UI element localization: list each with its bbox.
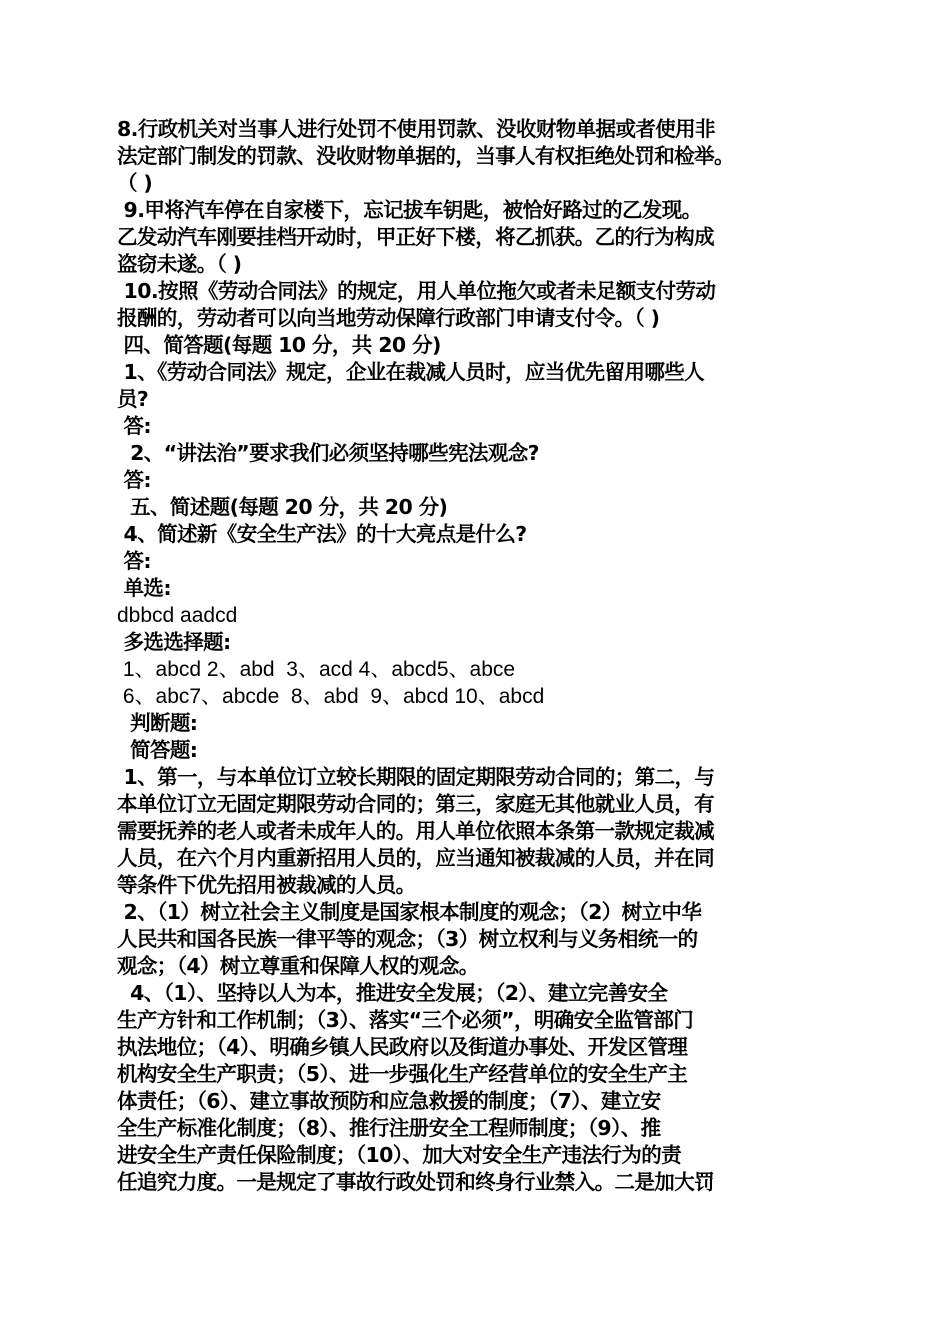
section-4-heading: 四、简答题(每题 10 分，共 20 分): [117, 333, 441, 357]
answer-4-line-7: 进安全生产责任保险制度；（10）、加大对安全生产违法行为的责: [117, 1143, 682, 1167]
multiple-choice-answers-2: 6、abc7、abcde 8、abd 9、abcd 10、abcd: [117, 685, 545, 708]
answer-label: 答:: [117, 468, 152, 492]
question-10-line-2: 报酬的，劳动者可以向当地劳动保障行政部门申请支付令。（ ): [117, 306, 660, 330]
true-false-heading: 判断题:: [117, 711, 198, 735]
answer-4-line-2: 生产方针和工作机制；（3）、落实“三个必须”，明确安全监管部门: [117, 1008, 694, 1032]
multiple-choice-heading: 多选选择题:: [117, 630, 231, 654]
answer-4-line-5: 体责任；（6）、建立事故预防和应急救援的制度；（7）、建立安: [117, 1089, 661, 1113]
answer-4-line-6: 全生产标准化制度；（8）、推行注册安全工程师制度；（9）、推: [117, 1116, 661, 1140]
answer-1-line-5: 等条件下优先招用被裁减的人员。: [117, 873, 416, 897]
answer-4-line-8: 任追究力度。一是规定了事故行政处罚和终身行业禁入。二是加大罚: [117, 1170, 714, 1194]
question-8-line-2: 法定部门制发的罚款、没收财物单据的，当事人有权拒绝处罚和检举。: [117, 144, 734, 168]
answer-1-line-2: 本单位订立无固定期限劳动合同的；第三，家庭无其他就业人员，有: [117, 792, 714, 816]
question-8-answer-blank: （ ): [117, 171, 153, 195]
answer-2-line-2: 人民共和国各民族一律平等的观念；（3）树立权利与义务相统一的: [117, 927, 698, 951]
question-10-line-1: 10.按照《劳动合同法》的规定，用人单位拖欠或者未足额支付劳动: [117, 279, 716, 303]
question-9-line-3: 盗窃未遂。（ ): [117, 252, 242, 276]
answer-label: 答:: [117, 414, 152, 438]
document-page: [117, 116, 837, 1196]
answer-1-line-4: 人员，在六个月内重新招用人员的，应当通知被裁减的人员，并在同: [117, 846, 714, 870]
short-question-1-line-2: 员?: [117, 387, 149, 411]
question-9-line-1: 9.甲将汽车停在自家楼下，忘记拔车钥匙，被恰好路过的乙发现。: [117, 198, 702, 222]
single-choice-heading: 单选:: [117, 576, 171, 600]
multiple-choice-answers-1: 1、abcd 2、abd 3、acd 4、abcd5、abce: [117, 658, 516, 681]
essay-question-4: 4、简述新《安全生产法》的十大亮点是什么?: [117, 522, 527, 546]
answer-1-line-1: 1、第一，与本单位订立较长期限的固定期限劳动合同的；第二，与: [117, 765, 715, 789]
single-choice-answers: dbbcd aadcd: [117, 604, 238, 627]
answer-2-line-1: 2、（1）树立社会主义制度是国家根本制度的观念；（2）树立中华: [117, 900, 702, 924]
section-5-heading: 五、简述题(每题 20 分，共 20 分): [117, 495, 448, 519]
answer-label: 答:: [117, 549, 152, 573]
answer-4-line-1: 4、（1）、坚持以人为本，推进安全发展；（2）、建立完善安全: [117, 981, 668, 1005]
answer-4-line-4: 机构安全生产职责；（5）、进一步强化生产经营单位的安全生产主: [117, 1062, 688, 1086]
answer-4-line-3: 执法地位；（4）、明确乡镇人民政府以及街道办事处、开发区管理: [117, 1035, 688, 1059]
question-9-line-2: 乙发动汽车刚要挂档开动时，甲正好下楼，将乙抓获。乙的行为构成: [117, 225, 714, 249]
short-answer-heading: 简答题:: [117, 738, 198, 762]
answer-1-line-3: 需要抚养的老人或者未成年人的。用人单位依照本条第一款规定裁减: [117, 819, 714, 843]
short-question-1-line-1: 1、《劳动合同法》规定，企业在裁减人员时，应当优先留用哪些人: [117, 360, 705, 384]
short-question-2: 2、“讲法治”要求我们必须坚持哪些宪法观念?: [117, 441, 539, 465]
answer-2-line-3: 观念；（4）树立尊重和保障人权的观念。: [117, 954, 479, 978]
question-8-line-1: 8.行政机关对当事人进行处罚不使用罚款、没收财物单据或者使用非: [117, 117, 715, 141]
